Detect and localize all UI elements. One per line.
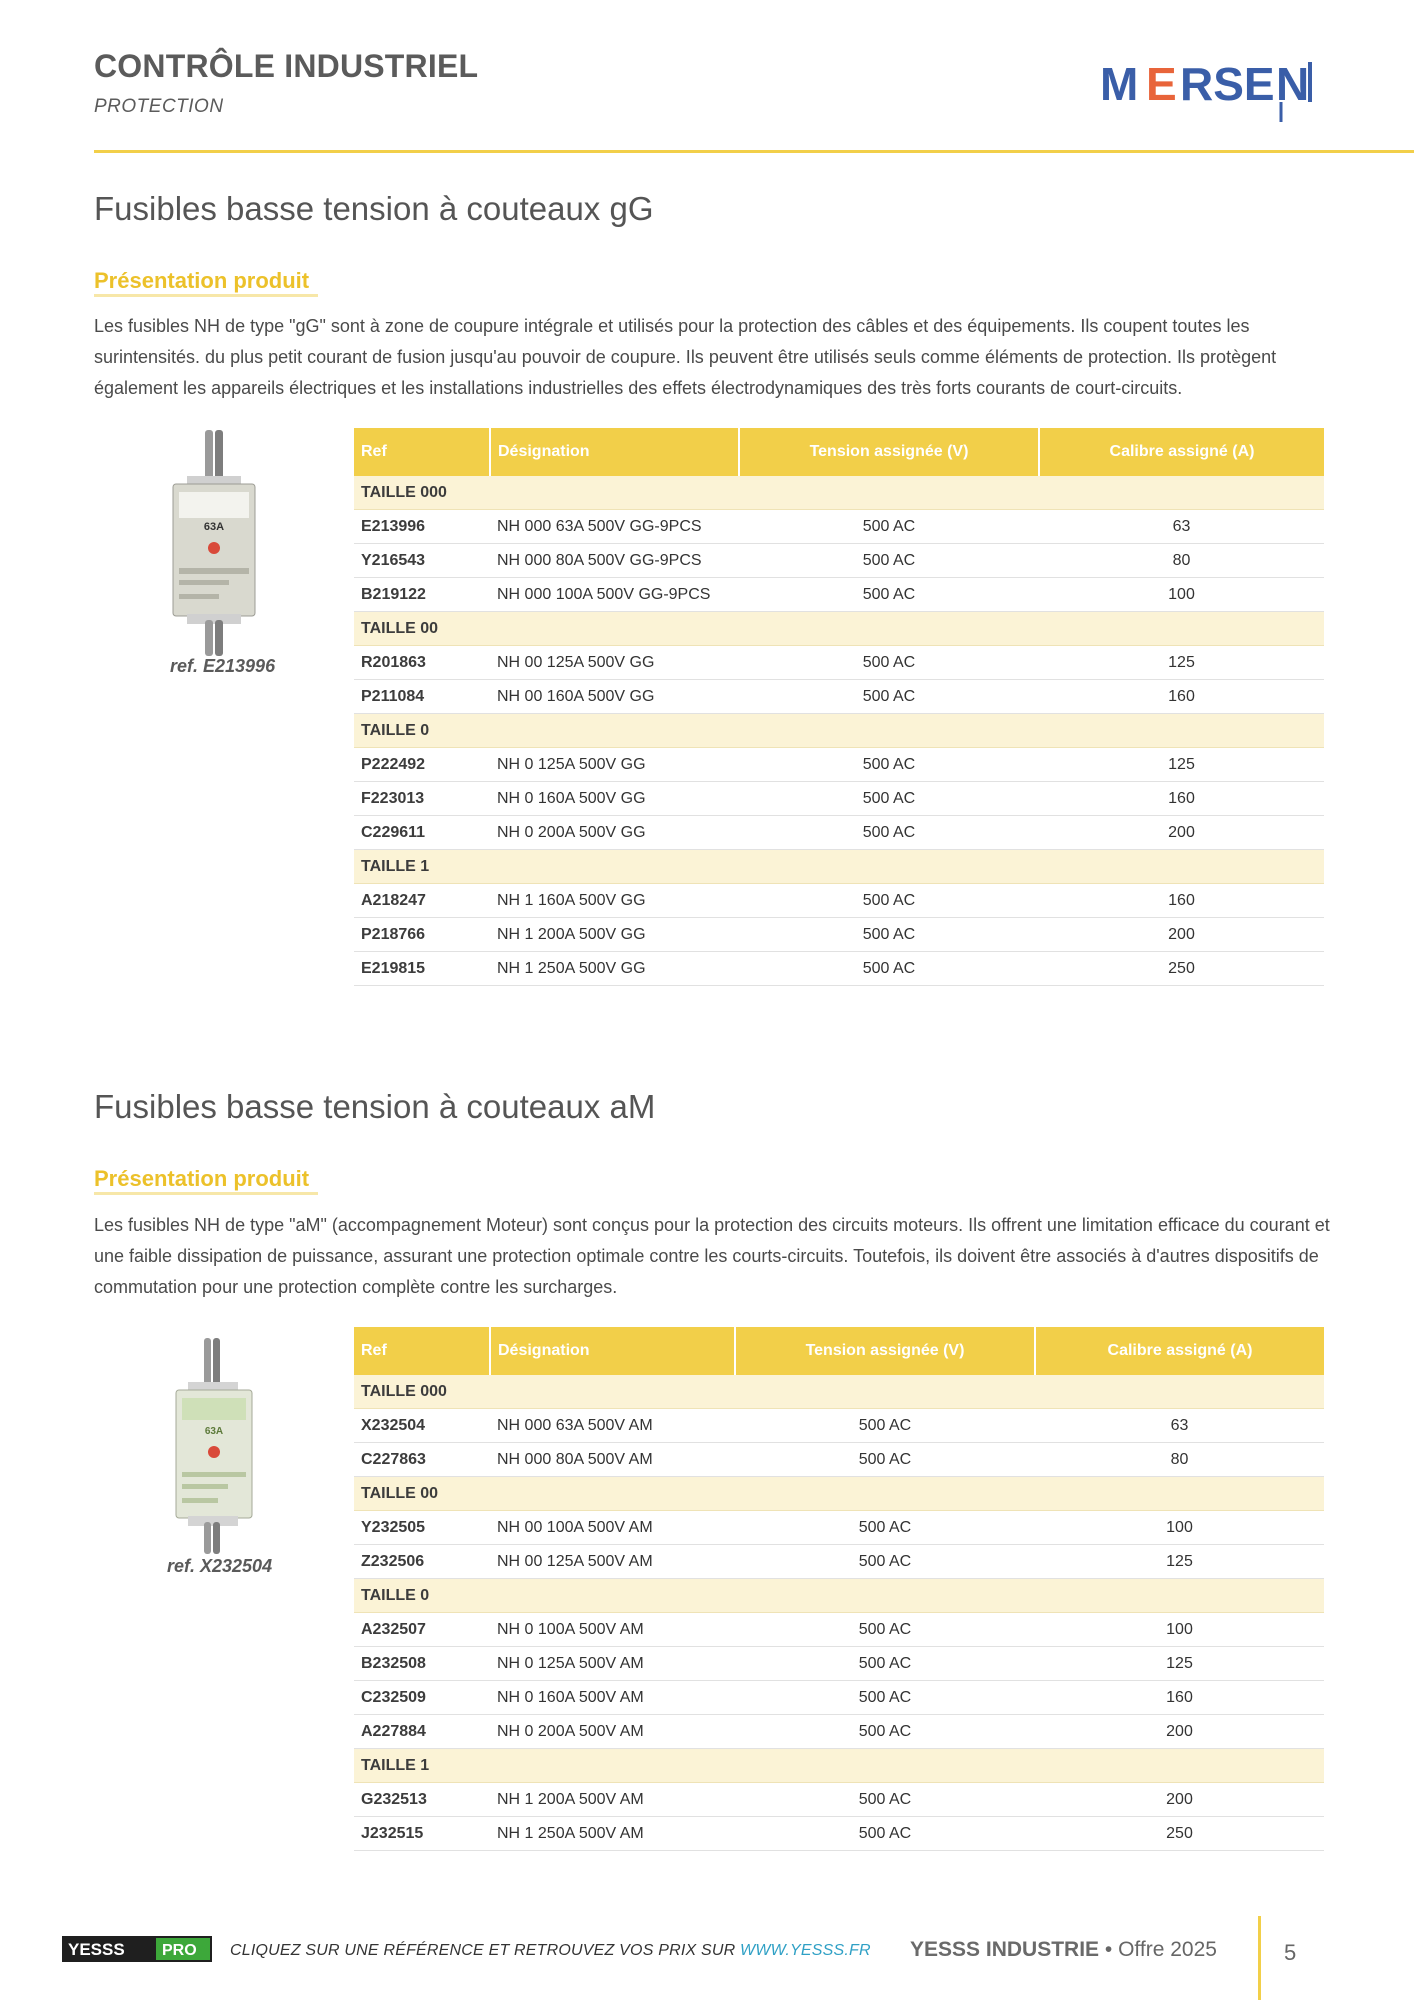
designation-cell: NH 000 63A 500V AM [490, 1409, 735, 1443]
ref-cell[interactable]: X232504 [354, 1409, 490, 1443]
designation-cell: NH 00 100A 500V AM [490, 1511, 735, 1545]
ref-cell[interactable]: P218766 [354, 918, 490, 952]
group-row [354, 476, 1324, 510]
voltage-cell: 500 AC [739, 578, 1039, 612]
table-row [354, 510, 1324, 544]
voltage-cell: 500 AC [739, 884, 1039, 918]
ref-cell[interactable]: P211084 [354, 680, 490, 714]
ref-cell[interactable]: C229611 [354, 816, 490, 850]
table-row [354, 782, 1324, 816]
voltage-cell: 500 AC [739, 544, 1039, 578]
table-row [354, 680, 1324, 714]
designation-cell: NH 00 160A 500V GG [490, 680, 739, 714]
designation-cell: NH 00 125A 500V GG [490, 646, 739, 680]
table-row [354, 1817, 1324, 1851]
rating-cell: 250 [1039, 952, 1324, 986]
rating-cell: 125 [1039, 748, 1324, 782]
ref-cell[interactable]: F223013 [354, 782, 490, 816]
section-title-am: Fusibles basse tension à couteaux aM [94, 1088, 656, 1125]
table-header-row [354, 428, 1324, 476]
image-caption-am: ref. X232504 [167, 1556, 273, 1576]
group-label: TAILLE 0 [354, 714, 1324, 748]
voltage-cell: 500 AC [739, 680, 1039, 714]
col-header-designation: Désignation [490, 428, 739, 476]
col-header-ref: Ref [354, 1327, 490, 1375]
designation-cell: NH 0 200A 500V AM [490, 1715, 735, 1749]
voltage-cell: 500 AC [735, 1681, 1035, 1715]
table-row [354, 952, 1324, 986]
presentation-underline-gg [94, 294, 318, 297]
group-label: TAILLE 000 [354, 476, 1324, 510]
table-row [354, 1613, 1324, 1647]
voltage-cell: 500 AC [739, 816, 1039, 850]
rating-cell: 80 [1039, 544, 1324, 578]
table-row [354, 1511, 1324, 1545]
ref-cell[interactable]: Y232505 [354, 1511, 490, 1545]
designation-cell: NH 000 80A 500V GG-9PCS [490, 544, 739, 578]
table-row [354, 1409, 1324, 1443]
ref-cell[interactable]: J232515 [354, 1817, 490, 1851]
col-header-ref: Ref [354, 428, 490, 476]
ref-cell[interactable]: B232508 [354, 1647, 490, 1681]
presentation-text-gg: Les fusibles NH de type "gG" sont à zone de coupure intégrale et utilisés pour la protection des câbles et des équipements. Ils coupent toutes les surintensités. du plus petit courant de fusion jusqu'au pouvoir de coupure. Ils peuvent être utilisés seuls comme éléments de protection. Ils protègent également les appareils électriques et les installations industrielles des effets électrodynamiques des très forts courants de court-circuits. [94, 316, 1277, 398]
voltage-cell: 500 AC [735, 1409, 1035, 1443]
col-header-rating: Calibre assigné (A) [1035, 1327, 1324, 1375]
ref-cell[interactable]: G232513 [354, 1783, 490, 1817]
ref-cell[interactable]: E213996 [354, 510, 490, 544]
rating-cell: 100 [1035, 1511, 1324, 1545]
rating-cell: 80 [1035, 1443, 1324, 1477]
fuse-table-am [354, 1327, 1324, 1851]
footer-divider [1258, 1916, 1261, 2000]
mersen-logo [1100, 52, 1340, 124]
voltage-cell: 500 AC [735, 1511, 1035, 1545]
voltage-cell: 500 AC [739, 782, 1039, 816]
ref-cell[interactable]: E219815 [354, 952, 490, 986]
footer-brand [910, 1938, 1217, 1962]
ref-cell[interactable]: A232507 [354, 1613, 490, 1647]
group-label: TAILLE 0 [354, 1579, 1324, 1613]
ref-cell[interactable]: B219122 [354, 578, 490, 612]
fuse-table-gg [354, 428, 1324, 986]
header-divider [94, 150, 1414, 153]
table-row [354, 918, 1324, 952]
table-row [354, 884, 1324, 918]
footer-offer: Offre 2025 [1118, 1938, 1217, 1961]
voltage-cell: 500 AC [735, 1613, 1035, 1647]
designation-cell: NH 1 250A 500V GG [490, 952, 739, 986]
table-row [354, 544, 1324, 578]
section-title-gg: Fusibles basse tension à couteaux gG [94, 190, 654, 227]
rating-cell: 100 [1039, 578, 1324, 612]
designation-cell: NH 0 100A 500V AM [490, 1613, 735, 1647]
voltage-cell: 500 AC [739, 952, 1039, 986]
ref-cell[interactable]: Y216543 [354, 544, 490, 578]
group-label: TAILLE 00 [354, 1477, 1324, 1511]
voltage-cell: 500 AC [735, 1817, 1035, 1851]
rating-cell: 160 [1039, 884, 1324, 918]
group-label: TAILLE 000 [354, 1375, 1324, 1409]
fuse-am-label: 63A [204, 1426, 224, 1437]
page-number: 5 [1284, 1940, 1297, 1965]
presentation-underline-am [94, 1192, 318, 1195]
svg-text:N: N [1276, 58, 1310, 110]
designation-cell: NH 0 125A 500V GG [490, 748, 739, 782]
designation-cell: NH 00 125A 500V AM [490, 1545, 735, 1579]
rating-cell: 200 [1035, 1715, 1324, 1749]
ref-cell[interactable]: C227863 [354, 1443, 490, 1477]
group-row [354, 1477, 1324, 1511]
rating-cell: 63 [1039, 510, 1324, 544]
ref-cell[interactable]: R201863 [354, 646, 490, 680]
rating-cell: 125 [1035, 1545, 1324, 1579]
designation-cell: NH 000 80A 500V AM [490, 1443, 735, 1477]
presentation-text-am: Les fusibles NH de type "aM" (accompagnement Moteur) sont conçus pour la protection des circuits moteurs. Ils offrent une limitation efficace du courant et une faible dissipation de puissance, assurant une protection optimale contre les courts-circuits. Toutefois, ils doivent être associés à d'autres dispositifs de commutation pour une protection complète contre les surcharges. [94, 1215, 1330, 1297]
presentation-label-am: Présentation produit [94, 1166, 310, 1191]
table-row [354, 1545, 1324, 1579]
ref-cell[interactable]: Z232506 [354, 1545, 490, 1579]
designation-cell: NH 1 160A 500V GG [490, 884, 739, 918]
group-row [354, 1579, 1324, 1613]
designation-cell: NH 000 100A 500V GG-9PCS [490, 578, 739, 612]
rating-cell: 160 [1035, 1681, 1324, 1715]
group-label: TAILLE 00 [354, 612, 1324, 646]
table-header-row [354, 1327, 1324, 1375]
col-header-rating: Calibre assigné (A) [1039, 428, 1324, 476]
col-header-designation: Désignation [490, 1327, 735, 1375]
designation-cell: NH 0 125A 500V AM [490, 1647, 735, 1681]
rating-cell: 200 [1039, 918, 1324, 952]
designation-cell: NH 1 200A 500V GG [490, 918, 739, 952]
rating-cell: 160 [1039, 782, 1324, 816]
designation-cell: NH 1 200A 500V AM [490, 1783, 735, 1817]
rating-cell: 200 [1035, 1783, 1324, 1817]
svg-text:E: E [1146, 58, 1177, 110]
table-row [354, 578, 1324, 612]
group-row [354, 612, 1324, 646]
designation-cell: NH 0 160A 500V GG [490, 782, 739, 816]
presentation-label-gg: Présentation produit [94, 268, 310, 293]
badge-yesss-text: YESSS [68, 1940, 125, 1959]
fuse-am-image [170, 1336, 260, 1556]
group-label: TAILLE 1 [354, 1749, 1324, 1783]
table-row [354, 748, 1324, 782]
ref-cell[interactable]: A227884 [354, 1715, 490, 1749]
group-label: TAILLE 1 [354, 850, 1324, 884]
rating-cell: 160 [1039, 680, 1324, 714]
col-header-voltage: Tension assignée (V) [735, 1327, 1035, 1375]
page-title: CONTRÔLE INDUSTRIEL [94, 48, 479, 84]
designation-cell: NH 1 250A 500V AM [490, 1817, 735, 1851]
table-row [354, 1715, 1324, 1749]
table-row [354, 646, 1324, 680]
group-row [354, 714, 1324, 748]
table-row [354, 1681, 1324, 1715]
voltage-cell: 500 AC [739, 646, 1039, 680]
group-row [354, 1375, 1324, 1409]
footer-website-link[interactable]: WWW.YESSS.FR [740, 1942, 871, 1959]
footer-cta-text: CLIQUEZ SUR UNE RÉFÉRENCE ET RETROUVEZ VOS PRIX SUR [230, 1942, 741, 1959]
voltage-cell: 500 AC [739, 918, 1039, 952]
voltage-cell: 500 AC [735, 1647, 1035, 1681]
voltage-cell: 500 AC [735, 1545, 1035, 1579]
rating-cell: 63 [1035, 1409, 1324, 1443]
group-row [354, 850, 1324, 884]
voltage-cell: 500 AC [735, 1443, 1035, 1477]
rating-cell: 125 [1035, 1647, 1324, 1681]
ref-cell[interactable]: A218247 [354, 884, 490, 918]
col-header-voltage: Tension assignée (V) [739, 428, 1039, 476]
footer-cta [230, 1942, 871, 1960]
table-row [354, 1443, 1324, 1477]
rating-cell: 200 [1039, 816, 1324, 850]
voltage-cell: 500 AC [735, 1715, 1035, 1749]
fuse-gg-image [165, 428, 265, 658]
yesss-pro-badge [62, 1936, 212, 1962]
rating-cell: 125 [1039, 646, 1324, 680]
image-caption-gg: ref. E213996 [170, 656, 276, 676]
badge-pro-text: PRO [162, 1942, 197, 1959]
table-row [354, 816, 1324, 850]
page-subtitle: PROTECTION [94, 96, 224, 117]
ref-cell[interactable]: C232509 [354, 1681, 490, 1715]
designation-cell: NH 0 160A 500V AM [490, 1681, 735, 1715]
fuse-gg-label: 63A [203, 521, 225, 533]
ref-cell[interactable]: P222492 [354, 748, 490, 782]
footer-brand-name: YESSS INDUSTRIE [910, 1938, 1100, 1961]
rating-cell: 100 [1035, 1613, 1324, 1647]
footer-separator: • [1099, 1938, 1119, 1961]
voltage-cell: 500 AC [735, 1783, 1035, 1817]
designation-cell: NH 000 63A 500V GG-9PCS [490, 510, 739, 544]
group-row [354, 1749, 1324, 1783]
svg-text:M: M [1100, 58, 1140, 110]
table-row [354, 1647, 1324, 1681]
rating-cell: 250 [1035, 1817, 1324, 1851]
designation-cell: NH 0 200A 500V GG [490, 816, 739, 850]
voltage-cell: 500 AC [739, 510, 1039, 544]
voltage-cell: 500 AC [739, 748, 1039, 782]
table-row [354, 1783, 1324, 1817]
svg-text:RSE: RSE [1180, 58, 1275, 110]
